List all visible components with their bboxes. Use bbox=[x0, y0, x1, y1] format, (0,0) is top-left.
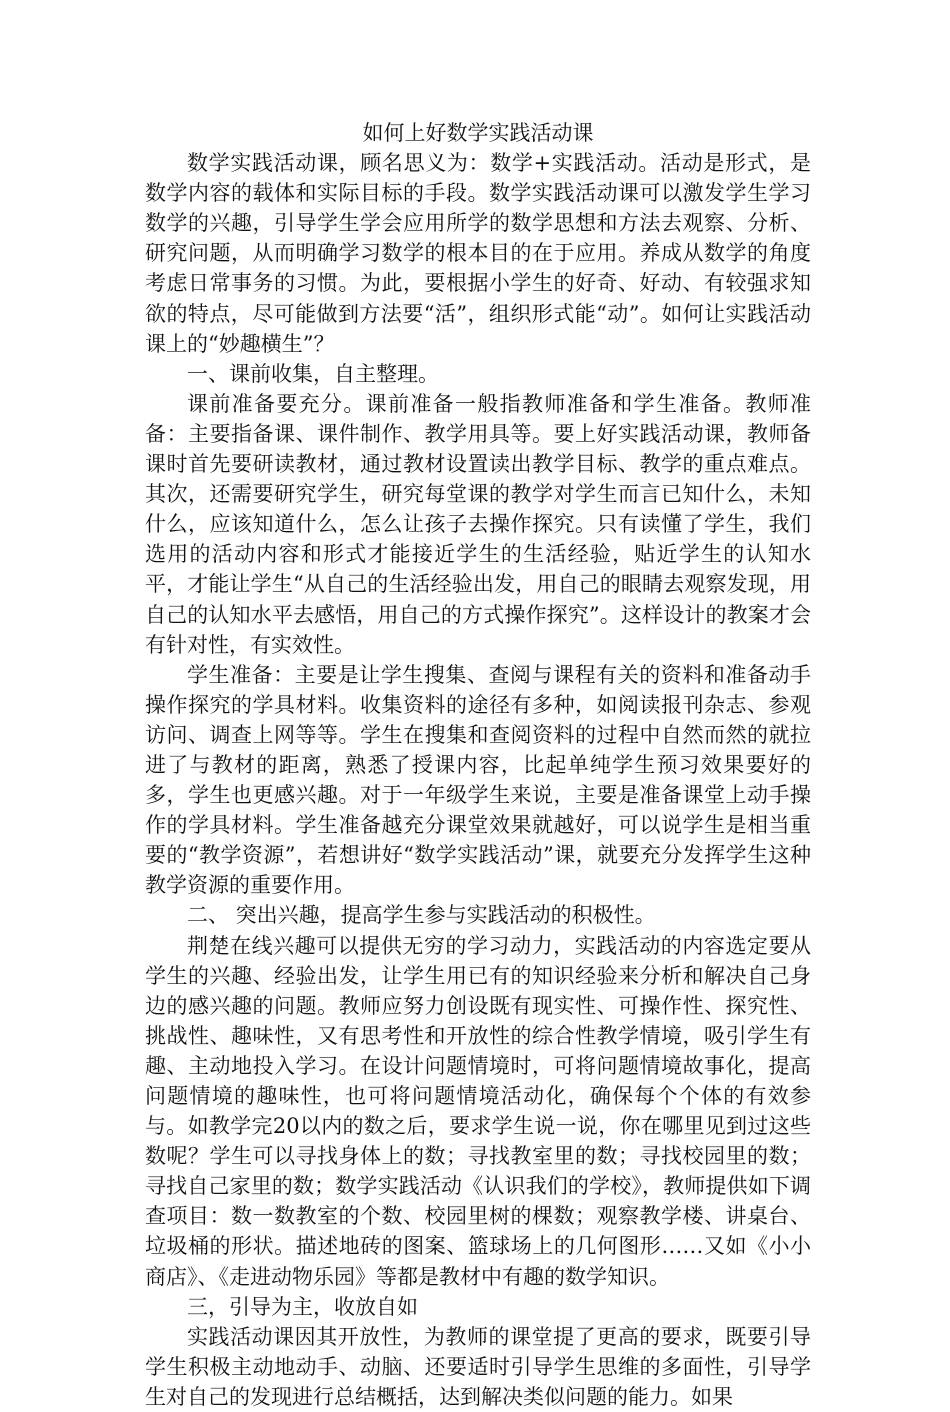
document-title: 如何上好数学实践活动课 bbox=[362, 121, 594, 145]
interest-paragraph: 荆楚在线兴趣可以提供无穷的学习动力，实践活动的内容选定要从学生的兴趣、经验出发，让学生用已有的知识经验来分析和解决自己身边的感兴趣的问题。教师应努力创设既有现实性、可操作性、探究性、挑战性、趣味性，又有思考性和开放性的综合性教学情境，吸引学生有趣、主动地投入学习。在设计问题情境时，可将问题情境故事化，提高问题情境的趣味性，也可将问题情境活动化，确保每个个体的有效参与。如教学完20以内的数之后，要求学生说一说，你在哪里见到过这些数呢？学生可以寻找身体上的数；寻找教室里的数；寻找校园里的数；寻找自己家里的数；数学实践活动《认识我们的学校》，教师提供如下调查项目：数一数教室的个数、校园里树的棵数；观察教学楼、讲桌台、垃圾桶的形状。描述地砖的图案、篮球场上的几何图形……又如《小小商店》、《走进动物乐园》等都是教材中有趣的数学知识。 bbox=[145, 933, 811, 1289]
section-heading-1: 一、课前收集，自主整理。 bbox=[187, 361, 439, 386]
student-prep-paragraph: 学生准备：主要是让学生搜集、查阅与课程有关的资料和准备动手操作探究的学具材料。收集资料的途径有多种，如阅读报刊杂志、参观访问、调查上网等等。学生在搜集和查阅资料的过程中自然而然的就拉进了与教材的距离，熟悉了授课内容，比起单纯学生预习效果要好的多，学生也更感兴趣。对于一年级学生来说，主要是准备课堂上动手操作的学具材料。学生准备越充分课堂效果就越好，可以说学生是相当重要的“教学资源”，若想讲好“数学实践活动”课，就要充分发挥学生这种教学资源的重要作用。 bbox=[145, 662, 811, 898]
intro-paragraph: 数学实践活动课，顾名思义为：数学+实践活动。活动是形式，是数学内容的载体和实际目标的手段。数学实践活动课可以激发学生学习数学的兴趣，引导学生学会应用所学的数学思想和方法去观察、分析、研究问题，从而明确学习数学的根本目的在于应用。养成从数学的角度考虑日常事务的习惯。为此，要根据小学生的好奇、好动、有较强求知欲的特点，尽可能做到方法要“活”，组织形式能“动”。如何让实践活动课上的“妙趣横生”？ bbox=[145, 151, 811, 356]
guidance-paragraph: 实践活动课因其开放性，为教师的课堂提了更高的要求，既要引导学生积极主动地动手、动脑、还要适时引导学生思维的多面性，引导学生对自己的发现进行总结概括，达到解决类似问题的能力。如果 bbox=[145, 1324, 811, 1409]
teacher-prep-paragraph: 课前准备要充分。课前准备一般指教师准备和学生准备。教师准备：主要指备课、课件制作、教学用具等。要上好实践活动课，教师备课时首先要研读教材，通过教材设置读出教学目标、教学的重点难点。其次，还需要研究学生，研究每堂课的教学对学生而言已知什么，未知什么，应该知道什么，怎么让孩子去操作探究。只有读懂了学生，我们选用的活动内容和形式才能接近学生的生活经验，贴近学生的认知水平，才能让学生“从自己的生活经验出发，用自己的眼睛去观察发现，用自己的认知水平去感悟，用自己的方式操作探究”。这样设计的教案才会有针对性，有实效性。 bbox=[145, 391, 811, 657]
section-heading-2: 二、 突出兴趣，提高学生参与实践活动的积极性。 bbox=[187, 903, 656, 928]
section-heading-3: 三，引导为主，收放自如 bbox=[187, 1294, 418, 1319]
document-page bbox=[145, 118, 811, 1412]
